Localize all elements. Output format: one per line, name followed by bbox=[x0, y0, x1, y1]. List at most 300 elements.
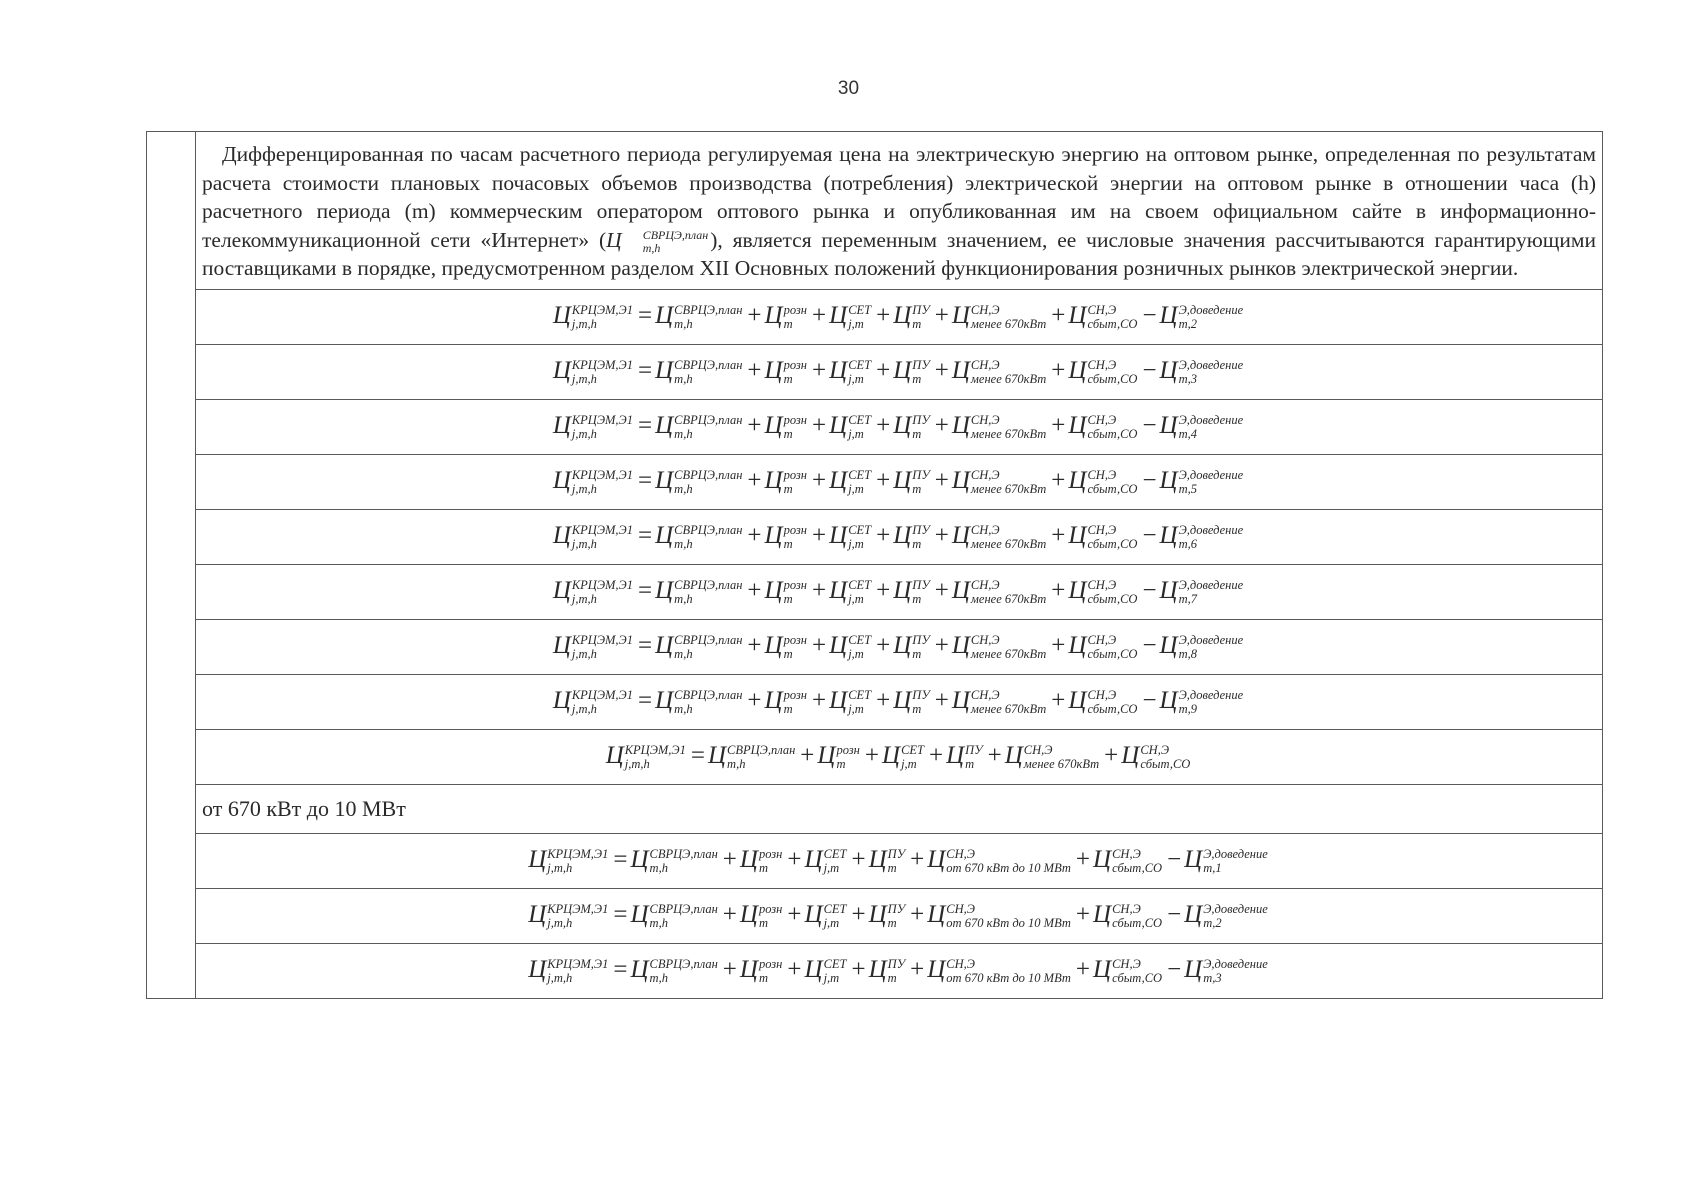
term-sub: m bbox=[783, 591, 793, 606]
description-row bbox=[147, 132, 1603, 290]
symbol-base: Ц bbox=[893, 686, 912, 714]
lhs-term bbox=[553, 357, 635, 384]
formula-row bbox=[147, 943, 1603, 998]
description-text-part: ), является переменным значением, ее числовые значения рассчитываются гарантирующими поставщиками в порядке, предусмотренном разделом XII Основных положений функционирования розничных рынков электрической энергии. bbox=[202, 227, 1596, 281]
sn-term bbox=[1005, 742, 1101, 769]
term-sup: СН,Э bbox=[970, 413, 1000, 428]
symbol-base: Ц bbox=[951, 521, 970, 549]
pu-term bbox=[893, 632, 932, 659]
term-sup: СВРЦЭ,план bbox=[674, 468, 743, 483]
symbol-base: Ц bbox=[1159, 521, 1178, 549]
svrce-term bbox=[655, 632, 744, 659]
svrce-term bbox=[630, 846, 719, 873]
sn-term bbox=[927, 846, 1073, 873]
symbol-base: Ц bbox=[829, 466, 848, 494]
symbol-base: Ц bbox=[764, 466, 783, 494]
rozn-term bbox=[765, 467, 809, 494]
plus-sign: + bbox=[800, 741, 815, 769]
formula bbox=[528, 957, 1270, 984]
row-index-cell bbox=[147, 132, 196, 999]
formula-cell bbox=[196, 454, 1603, 509]
term-sub: m bbox=[836, 756, 846, 771]
rozn-term bbox=[765, 412, 809, 439]
formula-row bbox=[147, 289, 1603, 344]
term-sup: КРЦЭМ,Э1 bbox=[571, 303, 633, 318]
term-sub: m,8 bbox=[1178, 646, 1198, 661]
plus-sign: + bbox=[747, 466, 762, 494]
term-sub: j,m,h bbox=[571, 426, 597, 441]
term-sup: розн bbox=[783, 358, 808, 373]
term-sup: СЕТ bbox=[848, 468, 872, 483]
term-sub: m,h bbox=[649, 970, 668, 985]
symbol-base: Ц bbox=[764, 411, 783, 439]
term-sup: СН,Э bbox=[1112, 902, 1141, 917]
term-sub: j,m,h bbox=[624, 756, 650, 771]
symbol-base: Ц bbox=[1159, 576, 1178, 604]
plus-sign: + bbox=[747, 686, 762, 714]
symbol-base: Ц bbox=[764, 356, 783, 384]
plus-sign: + bbox=[722, 955, 737, 983]
dov-term bbox=[1160, 577, 1246, 604]
term-sup: СЕТ bbox=[848, 358, 872, 373]
term-sup: СВРЦЭ,план bbox=[674, 303, 743, 318]
sn-term bbox=[952, 467, 1048, 494]
term-sup: ПУ bbox=[912, 358, 930, 373]
symbol-base: Ц bbox=[655, 356, 674, 384]
plus-sign: + bbox=[876, 686, 891, 714]
symbol-base: Ц bbox=[1068, 356, 1087, 384]
term-sup: СЕТ bbox=[848, 413, 872, 428]
term-sup: розн bbox=[783, 578, 808, 593]
lhs-term bbox=[553, 302, 635, 329]
page-number: 30 bbox=[837, 78, 860, 99]
pu-term bbox=[893, 302, 932, 329]
sbyt-term bbox=[1068, 467, 1139, 494]
plus-sign: + bbox=[812, 631, 827, 659]
term-sup: СН,Э bbox=[1112, 957, 1141, 972]
plus-sign: + bbox=[787, 955, 802, 983]
svrce-term bbox=[630, 901, 719, 928]
term-sub: j,m bbox=[848, 536, 864, 551]
symbol-base: Ц bbox=[829, 521, 848, 549]
set-term bbox=[805, 846, 849, 873]
term-sup: СН,Э bbox=[946, 957, 975, 972]
term-sub: m bbox=[912, 536, 922, 551]
plus-sign: + bbox=[1051, 576, 1066, 604]
range-label: от 670 кВт до 10 МВт bbox=[196, 784, 1603, 833]
symbol-base: Ц bbox=[1093, 900, 1112, 928]
symbol-base: Ц bbox=[1068, 466, 1087, 494]
term-sub: сбыт,СО bbox=[1087, 481, 1138, 496]
symbol-base: Ц bbox=[528, 900, 547, 928]
term-sup: СВРЦЭ,план bbox=[674, 523, 743, 538]
symbol-base: Ц bbox=[951, 466, 970, 494]
symbol-base: Ц bbox=[764, 576, 783, 604]
term-sub: сбыт,СО bbox=[1087, 701, 1138, 716]
term-sup: СЕТ bbox=[848, 523, 872, 538]
equals-sign: = bbox=[690, 741, 705, 769]
term-sup: КРЦЭМ,Э1 bbox=[571, 358, 633, 373]
term-sub: m,1 bbox=[1203, 860, 1222, 875]
formula-row bbox=[147, 833, 1603, 888]
symbol-base: Ц bbox=[868, 900, 887, 928]
set-term bbox=[829, 577, 873, 604]
term-sub: сбыт,СО bbox=[1112, 970, 1163, 985]
symbol-base: Ц bbox=[804, 900, 823, 928]
symbol-base: Ц bbox=[528, 845, 547, 873]
symbol-base: Ц bbox=[893, 411, 912, 439]
dov-term bbox=[1160, 687, 1246, 714]
sbyt-term bbox=[1068, 632, 1139, 659]
plus-sign: + bbox=[929, 741, 944, 769]
sbyt-term bbox=[1121, 742, 1192, 769]
dov-term bbox=[1160, 412, 1246, 439]
symbol-base: Ц bbox=[927, 955, 946, 983]
term-sup: ПУ bbox=[912, 523, 930, 538]
plus-sign: + bbox=[1075, 900, 1091, 928]
term-sup: розн bbox=[758, 957, 783, 972]
formula-cell bbox=[196, 344, 1603, 399]
term-sup: СВРЦЭ,план bbox=[674, 358, 743, 373]
pu-term bbox=[893, 467, 932, 494]
symbol-base: Ц bbox=[739, 955, 758, 983]
dov-term bbox=[1160, 522, 1246, 549]
plus-sign: + bbox=[747, 521, 762, 549]
symbol-base: Ц bbox=[1068, 411, 1087, 439]
set-term bbox=[829, 632, 873, 659]
symbol-base: Ц bbox=[829, 411, 848, 439]
sbyt-term bbox=[1093, 901, 1164, 928]
symbol-base: Ц bbox=[1184, 955, 1203, 983]
plus-sign: + bbox=[876, 576, 891, 604]
term-sub: j,m bbox=[848, 371, 864, 386]
plus-sign: + bbox=[934, 356, 949, 384]
equals-sign: = bbox=[613, 900, 628, 928]
term-sup: Э,доведение bbox=[1203, 957, 1268, 972]
svrce-term bbox=[655, 522, 744, 549]
plus-sign: + bbox=[876, 521, 891, 549]
term-sub: m bbox=[783, 426, 793, 441]
sn-term bbox=[952, 357, 1048, 384]
set-term bbox=[829, 687, 873, 714]
dov-term bbox=[1160, 467, 1246, 494]
term-sub: m,h bbox=[674, 316, 693, 331]
sn-term bbox=[927, 956, 1073, 983]
term-sub: m,h bbox=[674, 426, 693, 441]
symbol-base: Ц bbox=[552, 301, 571, 329]
sn-term bbox=[952, 687, 1048, 714]
description-text-part: Дифференцированная по часам расчетного периода регулируемая цена на электрическую энергию на оптовом рынке, определенная по результатам расчета стоимости плановых почасовых объемов производства (потребления) электрической энергии на оптовом рынке в отношении часа (h) расчетного периода (m) коммерческим оператором оптового рынка и опубликованная им на своем официальном сайте в информационно-телекоммуникационной сети «Интернет» ( bbox=[202, 142, 1596, 252]
symbol-base: Ц bbox=[893, 356, 912, 384]
rozn-term bbox=[817, 742, 861, 769]
svrce-term bbox=[655, 302, 744, 329]
term-sub: от 670 кВт до 10 МВт bbox=[946, 860, 1071, 875]
term-sup: СВРЦЭ,план bbox=[649, 957, 718, 972]
pu-term bbox=[893, 357, 932, 384]
term-sub: j,m,h bbox=[571, 536, 597, 551]
term-sub: менее 670кВт bbox=[970, 316, 1047, 331]
plus-sign: + bbox=[1051, 521, 1066, 549]
term-sub: m bbox=[783, 481, 793, 496]
term-sub: m bbox=[912, 646, 922, 661]
rozn-term bbox=[765, 687, 809, 714]
term-sub: m bbox=[783, 646, 793, 661]
plus-sign: + bbox=[910, 900, 925, 928]
term-sub: от 670 кВт до 10 МВт bbox=[946, 915, 1071, 930]
term-sub: m bbox=[783, 316, 793, 331]
term-sup: СЕТ bbox=[848, 303, 872, 318]
formula bbox=[553, 413, 1245, 440]
lhs-term bbox=[553, 577, 635, 604]
term-sub: сбыт,СО bbox=[1087, 426, 1138, 441]
term-sup: КРЦЭМ,Э1 bbox=[571, 468, 633, 483]
term-sub: m,h bbox=[727, 756, 746, 771]
plus-sign: + bbox=[812, 521, 827, 549]
formula bbox=[553, 468, 1245, 495]
set-term bbox=[829, 412, 873, 439]
pu-term bbox=[893, 687, 932, 714]
formula-row bbox=[147, 729, 1603, 784]
plus-sign: + bbox=[722, 845, 737, 873]
symbol-base: Ц bbox=[764, 686, 783, 714]
term-sub: менее 670кВт bbox=[970, 426, 1047, 441]
symbol-base: Ц bbox=[882, 741, 901, 769]
minus-sign: − bbox=[1142, 411, 1157, 439]
plus-sign: + bbox=[910, 955, 925, 983]
symbol-base: Ц bbox=[552, 411, 571, 439]
term-sub: j,m,h bbox=[547, 860, 573, 875]
term-sub: m bbox=[912, 591, 922, 606]
symbol-base: Ц bbox=[630, 955, 649, 983]
symbol-base: Ц bbox=[1068, 686, 1087, 714]
symbol-base: Ц bbox=[951, 301, 970, 329]
symbol-base: Ц bbox=[868, 845, 887, 873]
term-sub: m bbox=[758, 915, 768, 930]
symbol-base: Ц bbox=[829, 356, 848, 384]
term-sup: КРЦЭМ,Э1 bbox=[571, 578, 633, 593]
symbol-base: Ц bbox=[655, 411, 674, 439]
plus-sign: + bbox=[812, 576, 827, 604]
symbol-base: Ц bbox=[1093, 955, 1112, 983]
formula-cell bbox=[196, 289, 1603, 344]
term-sub: m,2 bbox=[1178, 316, 1198, 331]
rozn-term bbox=[740, 956, 784, 983]
term-sub: m bbox=[758, 860, 768, 875]
term-sub: j,m,h bbox=[547, 915, 573, 930]
term-sup: розн bbox=[783, 413, 808, 428]
term-sub: менее 670кВт bbox=[970, 591, 1047, 606]
term-sup: ПУ bbox=[887, 847, 906, 862]
formula bbox=[553, 358, 1245, 385]
term-sup: розн bbox=[783, 688, 808, 703]
sn-term bbox=[927, 901, 1073, 928]
term-sup: СВРЦЭ,план bbox=[727, 743, 796, 758]
dov-term bbox=[1184, 956, 1270, 983]
range-row bbox=[147, 784, 1603, 833]
equals-sign: = bbox=[638, 411, 653, 439]
plus-sign: + bbox=[787, 900, 802, 928]
symbol-base: Ц bbox=[655, 466, 674, 494]
plus-sign: + bbox=[934, 631, 949, 659]
set-term bbox=[829, 302, 873, 329]
term-sub: m,h bbox=[674, 646, 693, 661]
term-sup: СВРЦЭ,план bbox=[649, 847, 718, 862]
term-sub: m,h bbox=[674, 481, 693, 496]
equals-sign: = bbox=[638, 686, 653, 714]
equals-sign: = bbox=[613, 845, 628, 873]
term-sub: m,h bbox=[674, 536, 693, 551]
term-sub: m,6 bbox=[1178, 536, 1198, 551]
formula-cell bbox=[196, 399, 1603, 454]
plus-sign: + bbox=[1051, 466, 1066, 494]
sn-term bbox=[952, 522, 1048, 549]
symbol-base: Ц bbox=[868, 955, 887, 983]
set-term bbox=[829, 467, 873, 494]
term-sup: СВРЦЭ,план bbox=[649, 902, 718, 917]
symbol-base: Ц bbox=[739, 845, 758, 873]
symbol-base: Ц bbox=[552, 631, 571, 659]
plus-sign: + bbox=[747, 301, 762, 329]
term-sup: СН,Э bbox=[946, 847, 975, 862]
term-sup: СН,Э bbox=[970, 468, 1000, 483]
minus-sign: − bbox=[1167, 845, 1182, 873]
plus-sign: + bbox=[910, 845, 925, 873]
term-sup: СВРЦЭ,план bbox=[674, 688, 743, 703]
set-term bbox=[829, 357, 873, 384]
formula-row bbox=[147, 344, 1603, 399]
symbol-base: Ц bbox=[951, 631, 970, 659]
term-sup: ПУ bbox=[912, 633, 930, 648]
term-sub: сбыт,СО bbox=[1087, 591, 1138, 606]
term-sub: m,3 bbox=[1203, 970, 1222, 985]
term-sub: m,4 bbox=[1178, 426, 1198, 441]
minus-sign: − bbox=[1142, 356, 1157, 384]
dov-term bbox=[1184, 901, 1270, 928]
dov-term bbox=[1160, 632, 1246, 659]
plus-sign: + bbox=[722, 900, 737, 928]
term-sup: СН,Э bbox=[970, 688, 1000, 703]
term-sub: сбыт,СО bbox=[1112, 915, 1163, 930]
symbol-base: Ц bbox=[951, 356, 970, 384]
formula-row bbox=[147, 564, 1603, 619]
term-sub: менее 670кВт bbox=[970, 646, 1047, 661]
term-sub: менее 670кВт bbox=[1023, 756, 1100, 771]
term-sup: СН,Э bbox=[970, 303, 1000, 318]
term-sup: розн bbox=[783, 303, 808, 318]
term-sup: СН,Э bbox=[1087, 358, 1117, 373]
term-sup: КРЦЭМ,Э1 bbox=[624, 743, 686, 758]
symbol-base: Ц bbox=[655, 301, 674, 329]
formula-row bbox=[147, 888, 1603, 943]
symbol-base: Ц bbox=[804, 955, 823, 983]
term-sub: j,m,h bbox=[571, 481, 597, 496]
symbol-base: Ц bbox=[655, 631, 674, 659]
term-sub: m,9 bbox=[1178, 701, 1198, 716]
term-sup: СН,Э bbox=[970, 578, 1000, 593]
term-sub: j,m bbox=[848, 646, 864, 661]
term-sub: j,m,h bbox=[571, 701, 597, 716]
formula-cell bbox=[196, 729, 1603, 784]
sn-term bbox=[952, 577, 1048, 604]
pu-term bbox=[869, 846, 908, 873]
minus-sign: − bbox=[1142, 576, 1157, 604]
formula bbox=[528, 847, 1270, 874]
term-sub: m bbox=[887, 860, 897, 875]
term-sup: СЕТ bbox=[848, 578, 872, 593]
tariff-table bbox=[146, 131, 1603, 999]
sn-term bbox=[952, 632, 1048, 659]
term-sub: j,m,h bbox=[571, 371, 597, 386]
plus-sign: + bbox=[934, 466, 949, 494]
term-sup: СН,Э bbox=[970, 523, 1000, 538]
term-sup: КРЦЭМ,Э1 bbox=[571, 523, 633, 538]
formula-row bbox=[147, 399, 1603, 454]
symbol-base: Ц bbox=[804, 845, 823, 873]
term-sup: КРЦЭМ,Э1 bbox=[571, 633, 633, 648]
minus-sign: − bbox=[1167, 955, 1182, 983]
term-sup: Э,доведение bbox=[1178, 303, 1244, 318]
symbol-base: Ц bbox=[1159, 686, 1178, 714]
symbol-base: Ц bbox=[951, 576, 970, 604]
term-sup: Э,доведение bbox=[1178, 633, 1244, 648]
formula-cell bbox=[196, 619, 1603, 674]
formula bbox=[553, 578, 1245, 605]
term-sub: менее 670кВт bbox=[970, 371, 1047, 386]
term-sup: ПУ bbox=[912, 578, 930, 593]
term-sub: m,h bbox=[649, 860, 668, 875]
plus-sign: + bbox=[934, 301, 949, 329]
formula-row bbox=[147, 454, 1603, 509]
formula-row bbox=[147, 509, 1603, 564]
lhs-term bbox=[553, 687, 635, 714]
plus-sign: + bbox=[851, 845, 866, 873]
sbyt-term bbox=[1093, 846, 1164, 873]
plus-sign: + bbox=[1051, 301, 1066, 329]
plus-sign: + bbox=[1051, 356, 1066, 384]
equals-sign: = bbox=[638, 521, 653, 549]
formula-row bbox=[147, 619, 1603, 674]
equals-sign: = bbox=[638, 466, 653, 494]
svrce-term bbox=[655, 412, 744, 439]
minus-sign: − bbox=[1142, 301, 1157, 329]
minus-sign: − bbox=[1142, 521, 1157, 549]
term-sup: ПУ bbox=[912, 413, 930, 428]
term-sup: Э,доведение bbox=[1178, 413, 1244, 428]
symbol-base: Ц bbox=[1093, 845, 1112, 873]
symbol-base: Ц bbox=[1068, 576, 1087, 604]
symbol-base: Ц bbox=[606, 227, 622, 252]
plus-sign: + bbox=[876, 356, 891, 384]
sbyt-term bbox=[1068, 357, 1139, 384]
lhs-term bbox=[553, 467, 635, 494]
term-sup: розн bbox=[783, 468, 808, 483]
sbyt-term bbox=[1068, 577, 1139, 604]
symbol-base: Ц bbox=[951, 411, 970, 439]
term-sub: сбыт,СО bbox=[1140, 756, 1191, 771]
plus-sign: + bbox=[876, 466, 891, 494]
plus-sign: + bbox=[987, 741, 1002, 769]
plus-sign: + bbox=[812, 411, 827, 439]
lhs-term bbox=[528, 846, 610, 873]
term-sup: Э,доведение bbox=[1178, 358, 1244, 373]
term-sub: менее 670кВт bbox=[970, 701, 1047, 716]
term-sup: СН,Э bbox=[1140, 743, 1170, 758]
term-sup: СВРЦЭ,план bbox=[674, 578, 743, 593]
symbol-base: Ц bbox=[829, 576, 848, 604]
symbol-base: Ц bbox=[655, 521, 674, 549]
symbol-base: Ц bbox=[552, 576, 571, 604]
plus-sign: + bbox=[876, 301, 891, 329]
